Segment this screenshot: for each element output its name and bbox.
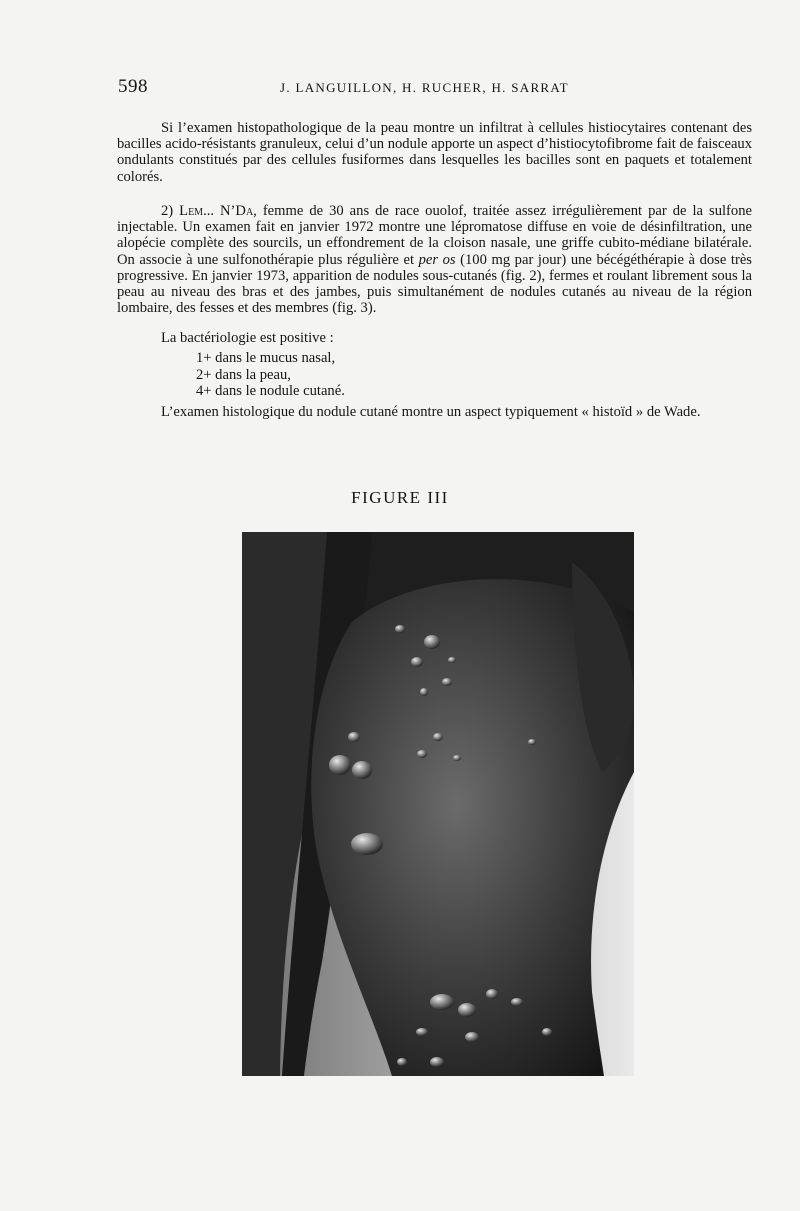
figure-photograph (242, 532, 634, 1076)
case-text-b: (100 mg par jour) une bécégéthérapie à dose très progressive. En janvier 1973, apparition de nodules sous-cutanés (fig. 2), fermes et roulant librement sous la peau au niveau des bras et des jambes, puis simultanément de nodules cutanés au niveau de la région lombaire, des fesses et des membres (fig. 3). (117, 251, 752, 317)
bacteriology-list (196, 350, 345, 400)
paragraph-bacteriology: La bactériologie est positive : (161, 330, 334, 346)
case-number: 2) (161, 203, 180, 219)
list-item: 2+ dans la peau, (196, 366, 291, 383)
list-item: 1+ dans le mucus nasal, (196, 350, 336, 366)
paragraph-histopathology: Si l’examen histopathologique de la peau montre un infiltrat à cellules histiocytaires contenant des bacilles acido-résistants granuleux, celui d’un nodule apporte un aspect d’histiocytofibrome fait de faisceaux ondulants constitués par des cellules fusiformes dans lesquelles les bacilles sont en paquets et totalement colorés. (117, 120, 753, 185)
case-text-a: , femme de 30 ans de race ouolof, traitée assez irrégulièrement par de la sulfone injectable. Un examen fait en janvier 1972 montre une lépromatose diffuse en voie de désinfiltration, une alopécie complète des sourcils, un effondrement de la cloison nasale, une griffe cubito-médiane bilatérale. On associe à une sulfonothérapie plus régulière et (117, 203, 752, 268)
running-head: J. LANGUILLON, H. RUCHER, H. SARRAT (280, 80, 569, 95)
paragraph-case-2 (117, 203, 752, 316)
paragraph-histology: L’examen histologique du nodule cutané montre un aspect typiquement « histoïd » de Wade. (161, 404, 701, 420)
case-text-italic: per os (418, 251, 456, 268)
list-item: 4+ dans le nodule cutané. (196, 383, 345, 400)
page-number: 598 (118, 76, 148, 97)
figure-label: FIGURE III (351, 488, 449, 507)
patient-name: Lem... N’Da (179, 203, 254, 219)
